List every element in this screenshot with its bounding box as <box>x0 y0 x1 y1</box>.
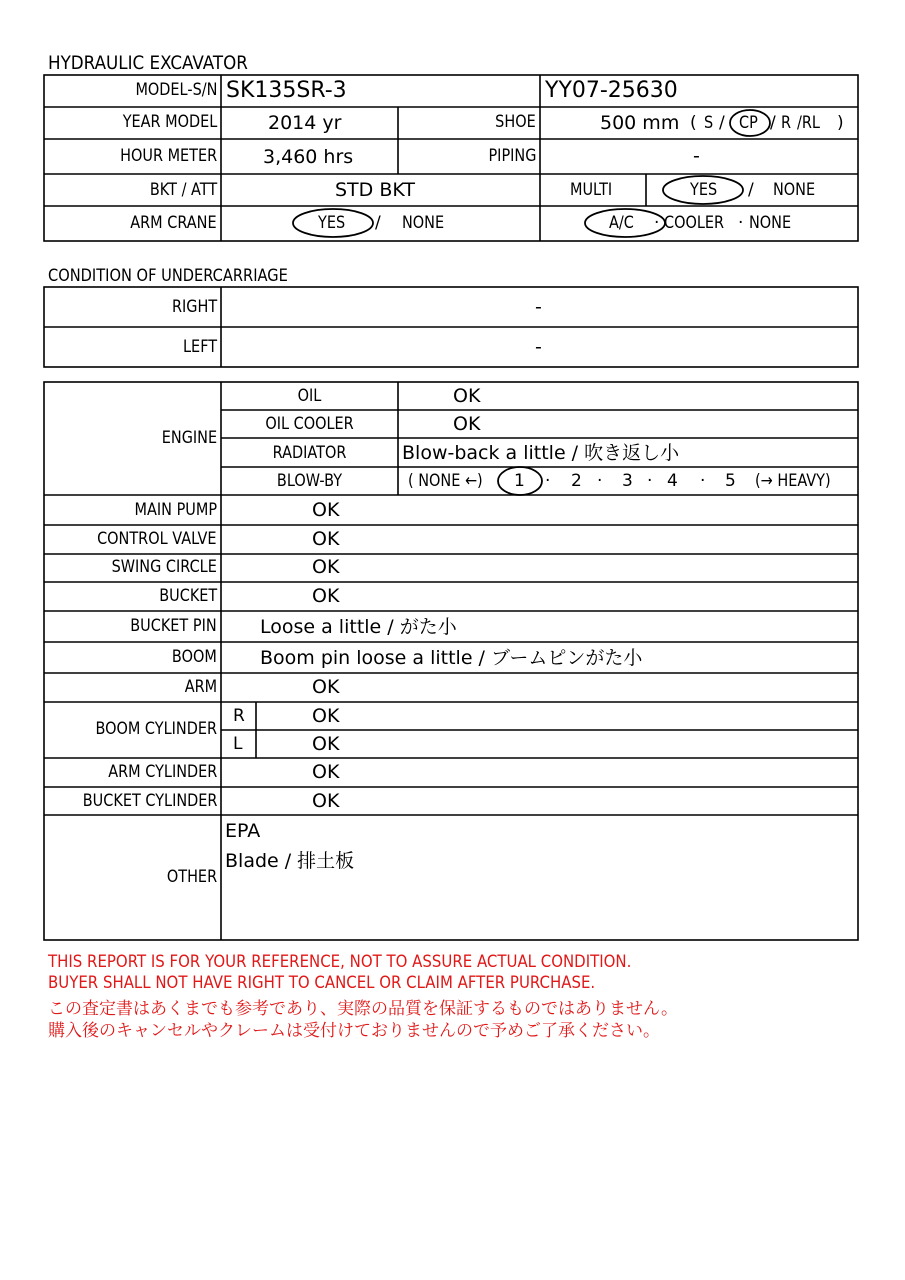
arm-cylinder-value: OK <box>312 761 340 783</box>
engine-label: ENGINE <box>161 428 217 448</box>
disclaimer-line-4: 購入後のキャンセルやクレームは受付けておりませんので予めご了承ください。 <box>48 1021 660 1041</box>
arm-crane-sep: / <box>375 213 381 233</box>
serial-value: YY07-25630 <box>545 78 678 103</box>
boom-label: BOOM <box>172 647 217 667</box>
document-title: HYDRAULIC EXCAVATOR <box>48 52 248 74</box>
arm-crane-yes-option: YES <box>318 213 346 233</box>
disclaimer-line-3: この査定書はあくまでも参考であり、実際の品質を保証するものではありません。 <box>48 999 679 1019</box>
model-sn-label: MODEL-S/N <box>135 80 217 100</box>
shoe-paren-open: ( <box>690 113 697 133</box>
control-valve-value: OK <box>312 528 340 550</box>
model-value: SK135SR-3 <box>226 78 347 103</box>
undercarriage-right-value: - <box>535 296 542 318</box>
radiator-value: Blow-back a little / 吹き返し小 <box>402 442 680 464</box>
oil-label: OIL <box>297 386 322 406</box>
ac-none-option: NONE <box>749 213 792 233</box>
blowby-scale-high: (→ HEAVY) <box>755 471 831 491</box>
year-model-label: YEAR MODEL <box>122 112 217 132</box>
radiator-label: RADIATOR <box>272 443 347 463</box>
bucket-pin-value: Loose a little / がた小 <box>260 616 457 638</box>
blowby-level-5: 5 <box>725 471 736 491</box>
blowby-dot-1: · <box>545 471 551 491</box>
boom-cylinder-l-label: L <box>233 734 243 754</box>
arm-label: ARM <box>184 677 217 697</box>
multi-none-option: NONE <box>773 180 816 200</box>
shoe-option-s: S <box>704 113 714 133</box>
other-line-blade: Blade / 排土板 <box>225 850 355 872</box>
ac-dot-1: · <box>654 213 660 233</box>
boom-cylinder-r-value: OK <box>312 705 340 727</box>
main-pump-label: MAIN PUMP <box>134 500 217 520</box>
blowby-label: BLOW-BY <box>276 471 343 491</box>
bkt-att-value: STD BKT <box>335 179 415 201</box>
oil-value: OK <box>453 385 481 407</box>
ac-option: A/C <box>609 213 634 233</box>
shoe-label: SHOE <box>495 112 536 132</box>
blowby-level-2: 2 <box>571 471 582 491</box>
shoe-option-cp: CP <box>739 113 758 133</box>
arm-value: OK <box>312 676 340 698</box>
blowby-level-1: 1 <box>514 471 525 491</box>
other-line-epa: EPA <box>225 820 261 842</box>
oil-cooler-value: OK <box>453 413 481 435</box>
multi-sep: / <box>748 180 754 200</box>
shoe-value: 500 mm <box>600 112 680 134</box>
disclaimer-line-2: BUYER SHALL NOT HAVE RIGHT TO CANCEL OR CLAIM AFTER PURCHASE. <box>48 973 596 993</box>
piping-value: - <box>693 145 700 167</box>
control-valve-label: CONTROL VALVE <box>97 529 217 549</box>
undercarriage-title: CONDITION OF UNDERCARRIAGE <box>48 266 288 286</box>
bucket-label: BUCKET <box>158 586 217 606</box>
boom-cylinder-r-label: R <box>233 706 245 726</box>
boom-value: Boom pin loose a little / ブームピンがた小 <box>260 647 643 669</box>
multi-label: MULTI <box>570 180 613 200</box>
undercarriage-left-value: - <box>535 336 542 358</box>
swing-circle-label: SWING CIRCLE <box>111 557 217 577</box>
bucket-cylinder-label: BUCKET CYLINDER <box>82 791 217 811</box>
main-pump-value: OK <box>312 499 340 521</box>
bucket-cylinder-value: OK <box>312 790 340 812</box>
arm-crane-none-option: NONE <box>402 213 445 233</box>
year-value: 2014 yr <box>268 112 342 134</box>
blowby-dot-4: · <box>700 471 706 491</box>
disclaimer-line-1: THIS REPORT IS FOR YOUR REFERENCE, NOT TO ASSURE ACTUAL CONDITION. <box>48 952 632 972</box>
bucket-pin-label: BUCKET PIN <box>130 616 217 636</box>
hour-meter-label: HOUR METER <box>119 146 217 166</box>
bucket-value: OK <box>312 585 340 607</box>
arm-cylinder-label: ARM CYLINDER <box>107 762 217 782</box>
blowby-scale-low: ( NONE ←) <box>408 471 483 491</box>
shoe-sep-2: / <box>770 113 776 133</box>
swing-circle-value: OK <box>312 556 340 578</box>
blowby-level-3: 3 <box>622 471 633 491</box>
bkt-att-label: BKT / ATT <box>149 180 217 200</box>
shoe-option-rl: /RL <box>797 113 820 133</box>
piping-label: PIPING <box>488 146 536 166</box>
shoe-paren-close: ) <box>837 113 844 133</box>
blowby-dot-2: · <box>597 471 603 491</box>
hours-value: 3,460 hrs <box>263 146 354 168</box>
undercarriage-left-label: LEFT <box>182 337 217 357</box>
undercarriage-right-label: RIGHT <box>171 297 217 317</box>
shoe-sep-1: / <box>719 113 725 133</box>
arm-crane-label: ARM CRANE <box>130 213 217 233</box>
blowby-dot-3: · <box>647 471 653 491</box>
ac-dot-2: · <box>738 213 744 233</box>
multi-yes-option: YES <box>690 180 718 200</box>
shoe-option-r: R <box>781 113 792 133</box>
boom-cylinder-label: BOOM CYLINDER <box>95 719 217 739</box>
blowby-level-4: 4 <box>667 471 678 491</box>
oil-cooler-label: OIL COOLER <box>265 414 354 434</box>
other-label: OTHER <box>166 867 217 887</box>
boom-cylinder-l-value: OK <box>312 733 340 755</box>
cooler-option: COOLER <box>664 213 725 233</box>
